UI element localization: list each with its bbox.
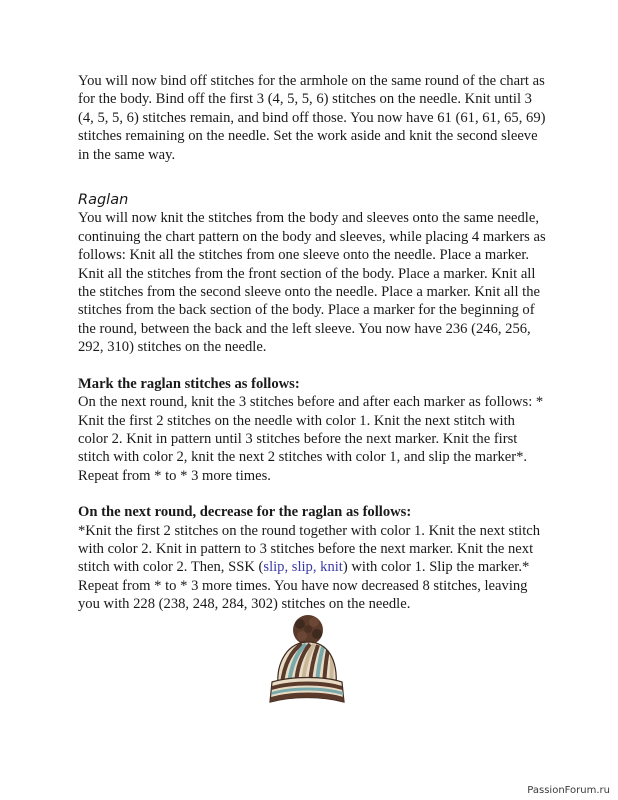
paragraph-decrease-before: *Knit the first 2 stitches on the round together with color 1. Knit the next stitch with color 2. Knit in pattern to 3 stitches before the next marker. Knit the next stitch with color 2. Then, SSK ( [78, 522, 541, 576]
paragraph-decrease-after: ) with color 1. Slip the marker.* Repeat from * to * 3 more times. You have now decreased 8 stitches, leaving you with 228 (238, 248, 284, 302) stitches on the needle. [78, 559, 530, 613]
watermark: PassionForum.ru [527, 785, 610, 796]
paragraph-armhole: You will now bind off stitches for the armhole on the same round of the chart as for the body. Bind off the first 3 (4, 5, 5, 6) stitches on the needle. Knit until 3 (4, 5, 5, 6) stitches remain, and bind off those. You now have 61 (61, 61, 65, 69) stitches remaining on the needle. Set the work aside and knit the second sleeve in the same way. [78, 73, 546, 163]
paragraph-mark-group [78, 375, 548, 485]
paragraph-raglan: You will now knit the stitches from the body and sleeves onto the same needle, continuing the chart pattern on the body and sleeves, while placing 4 markers as follows: Knit all the stitches from one sleeve onto the needle. Place a marker. Knit all the stitches from the front section of the body. Place a marker. Knit all the stitches from the second sleeve onto the needle. Place a marker. Knit all the stitches from the back section of the body. Place a marker for the beginning of the round, between the back and the left sleeve. You now have 236 (246, 256, 292, 310) stitches on the needle. [78, 210, 546, 356]
ssk-link[interactable]: slip, slip, knit [263, 559, 343, 576]
section-heading-raglan: Raglan [78, 192, 129, 209]
paragraph-decrease-group [78, 503, 548, 613]
decrease-heading: On the next round, decrease for the raglan as follows: [78, 504, 412, 521]
paragraph-mark: On the next round, knit the 3 stitches before and after each marker as follows: * Knit the first 2 stitches on the needle with color 1. Knit the next stitch with color 2. Knit in pattern until 3 stitches before the next marker. Knit the first stitch with color 2, knit the next 2 stitches with color 1, and slip the marker*. Repeat from * to * 3 more times. [78, 394, 544, 484]
hat-brim [270, 678, 344, 703]
knitted-hat-icon [262, 612, 348, 708]
mark-heading: Mark the raglan stitches as follows: [78, 375, 300, 392]
pompom [293, 615, 323, 645]
document-body [78, 72, 548, 614]
